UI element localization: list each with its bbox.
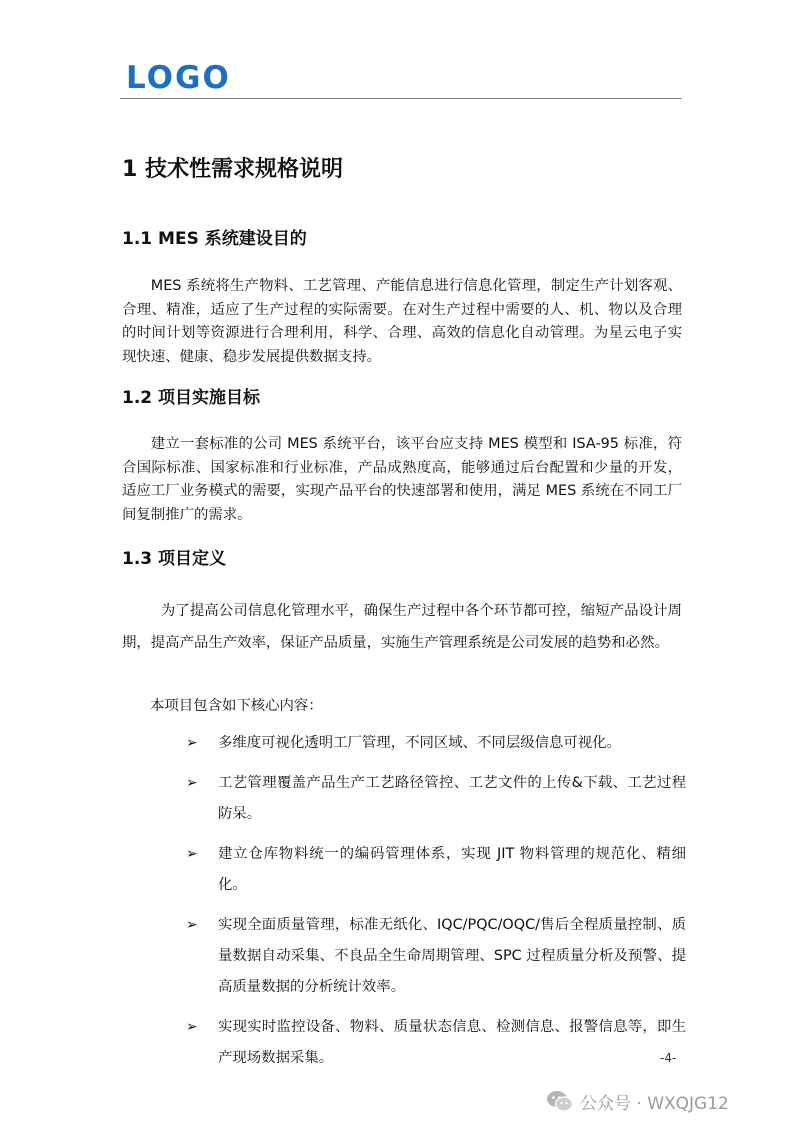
list-item-text: 工艺管理覆盖产品生产工艺路径管控、工艺文件的上传&下载、工艺过程防呆。 xyxy=(218,775,686,822)
list-item xyxy=(186,910,686,1003)
header-divider xyxy=(120,98,682,99)
arrowhead-bullet-icon: ➢ xyxy=(186,735,198,751)
list-item-text: 多维度可视化透明工厂管理，不同区域、不同层级信息可视化。 xyxy=(218,735,621,751)
arrowhead-bullet-icon: ➢ xyxy=(186,775,198,791)
list-item-text: 实现实时监控设备、物料、质量状态信息、检测信息、报警信息等，即生产现场数据采集。 xyxy=(218,1019,686,1066)
section-paragraph-1-1: MES 系统将生产物料、工艺管理、产能信息进行信息化管理，制定生产计划客观、合理、精准，适应了生产过程的实际需要。在对生产过程中需要的人、机、物以及合理的时间计划等资源进行合理利用，科学、合理、高效的信息化自动管理。为星云电子实现快速、健康、稳步发展提供数据支持。 xyxy=(122,278,682,365)
arrowhead-bullet-icon: ➢ xyxy=(186,846,198,862)
logo: LOGO xyxy=(126,60,231,96)
wechat-icon xyxy=(546,1089,574,1113)
section-heading-1-2: 1.2 项目实施目标 xyxy=(122,388,261,408)
list-item-text: 建立仓库物料统一的编码管理体系，实现 JIT 物料管理的规范化、精细化。 xyxy=(218,846,686,893)
list-item xyxy=(186,1012,686,1074)
list-item xyxy=(186,768,686,830)
section-paragraph-1-3: 为了提高公司信息化管理水平，确保生产过程中各个环节都可控，缩短产品设计周期，提高产品生产效率，保证产品质量，实施生产管理系统是公司发展的趋势和必然。 xyxy=(122,603,682,651)
list-item xyxy=(186,728,686,759)
arrowhead-bullet-icon: ➢ xyxy=(186,917,198,933)
watermark-text: 公众号 · WXQJG12 xyxy=(580,1093,729,1114)
arrowhead-bullet-icon: ➢ xyxy=(186,1019,198,1035)
list-item-text: 实现全面质量管理，标准无纸化、IQC/PQC/OQC/售后全程质量控制、质量数据自动采集、不良品全生命周期管理、SPC 过程质量分析及预警、提高质量数据的分析统计效率。 xyxy=(218,917,686,995)
page-number: -4- xyxy=(660,1051,677,1065)
list-item xyxy=(186,839,686,901)
list-intro: 本项目包含如下核心内容： xyxy=(150,698,323,714)
core-content-list xyxy=(186,728,686,1083)
chapter-title: 1 技术性需求规格说明 xyxy=(122,157,343,182)
section-heading-1-1: 1.1 MES 系统建设目的 xyxy=(122,229,307,249)
section-heading-1-3: 1.3 项目定义 xyxy=(122,549,227,569)
section-paragraph-1-2: 建立一套标准的公司 MES 系统平台，该平台应支持 MES 模型和 ISA-95 标准，符合国际标准、国家标准和行业标准，产品成熟度高，能够通过后台配置和少量的开发，适应工厂业务模式的需要，实现产品平台的快速部署和使用，满足 MES 系统在不同工厂间复制推广的需求。 xyxy=(122,436,682,523)
watermark-footer xyxy=(546,1086,729,1116)
